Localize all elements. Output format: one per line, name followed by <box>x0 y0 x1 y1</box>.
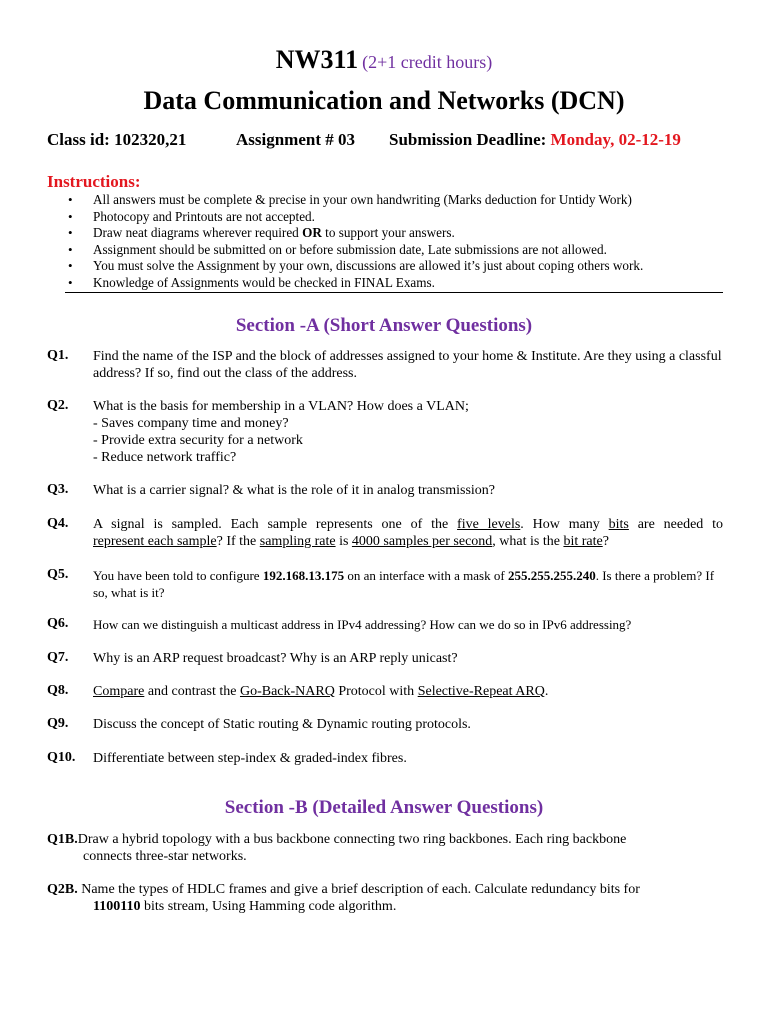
question-number: Q4. <box>47 516 69 531</box>
question-line: connects three-star networks. <box>83 849 247 864</box>
question-number: Q1. <box>47 348 69 363</box>
text-run: . How many <box>520 517 609 532</box>
text-run: and contrast the <box>144 684 240 699</box>
text-run: . <box>544 684 549 699</box>
question-number: Q2. <box>47 398 69 413</box>
question-number: Q7. <box>47 650 69 665</box>
section-a-heading: Section -A (Short Answer Questions) <box>235 315 533 336</box>
question-number: Q5. <box>47 567 69 582</box>
underlined-term: Compare <box>93 684 145 699</box>
instruction-item: • All answers must be complete & precise in your own handwriting (Marks deduction for Untidy Work) <box>65 192 725 209</box>
question-line <box>47 881 723 898</box>
question-line <box>47 831 723 848</box>
instruction-emphasis: OR <box>302 225 322 240</box>
question-text: What is a carrier signal? & what is the role of it in analog transmission? <box>93 483 495 498</box>
text-run: A signal is sampled. Each sample represents one of the <box>93 517 458 532</box>
instruction-text: Draw neat diagrams wherever required <box>93 225 303 240</box>
course-code: NW311 <box>275 45 359 74</box>
question-text: How can we distinguish a multicast address in IPv4 addressing? How can we do so in IPv6 addressing? <box>93 617 632 632</box>
question-line: - Saves company time and money? <box>93 416 289 431</box>
assignment-number: Assignment # 03 <box>236 130 356 149</box>
question-text <box>93 516 723 550</box>
ip-address: 192.168.13.175 <box>262 568 345 583</box>
question-text: Find the name of the ISP and the block of addresses assigned to your home & Institute. Are they using a classful address? If so, find out the class of the address. <box>93 349 722 381</box>
question-line <box>93 516 723 533</box>
instruction-item: • You must solve the Assignment by your own, discussions are allowed it’s just about coping others work. <box>65 258 725 275</box>
question-number: Q1B. <box>47 832 78 847</box>
question-text: Discuss the concept of Static routing & Dynamic routing protocols. <box>93 717 471 732</box>
instructions-list <box>65 192 725 291</box>
question-text: Differentiate between step-index & graded-index fibres. <box>93 751 407 766</box>
deadline-label: Submission Deadline: <box>389 130 547 149</box>
subnet-mask: 255.255.255.240 <box>507 568 596 583</box>
question-q2b <box>47 881 723 915</box>
question-text <box>93 567 723 601</box>
question-number: Q8. <box>47 683 69 698</box>
underlined-term: five levels <box>457 517 521 532</box>
question-text: Name the types of HDLC frames and give a brief description of each. Calculate redundancy bits for <box>81 882 640 897</box>
question-text: Why is an ARP request broadcast? Why is an ARP reply unicast? <box>93 651 458 666</box>
text-run: ? If the <box>216 534 260 549</box>
instruction-item <box>65 225 725 242</box>
underlined-term: Selective-Repeat ARQ <box>417 684 545 699</box>
instruction-item: • Knowledge of Assignments would be checked in FINAL Exams. <box>65 275 725 292</box>
underlined-term: 4000 samples per second <box>351 534 493 549</box>
question-q1b <box>47 831 723 865</box>
bit-stream: 1100110 <box>93 899 141 914</box>
deadline-value: Monday, 02-12-19 <box>550 130 681 149</box>
underlined-term: sampling rate <box>259 534 336 549</box>
credit-hours: (2+1 credit hours) <box>362 52 493 72</box>
submission-deadline <box>389 130 681 150</box>
text-run: . Is there a problem? If so, what is it? <box>93 568 715 600</box>
text-run: ? <box>602 534 609 549</box>
underlined-term: bit rate <box>563 534 603 549</box>
instruction-text: to support your answers. <box>321 225 455 240</box>
text-run: , what is the <box>492 534 564 549</box>
text-run: on an interface with a mask of <box>344 568 508 583</box>
question-line: - Provide extra security for a network <box>93 433 303 448</box>
underlined-term: bits <box>608 517 629 532</box>
question-number: Q6. <box>47 616 69 631</box>
question-line: What is the basis for membership in a VLAN? How does a VLAN; <box>93 399 469 414</box>
instruction-item: • Photocopy and Printouts are not accepted. <box>65 209 725 226</box>
question-text <box>93 683 723 700</box>
course-title: Data Communication and Networks (DCN) <box>143 86 625 115</box>
question-number: Q9. <box>47 716 69 731</box>
divider <box>65 292 723 293</box>
question-line: - Reduce network traffic? <box>93 450 237 465</box>
question-line <box>47 898 723 915</box>
text-run: You have been told to configure <box>93 568 263 583</box>
section-b-heading: Section -B (Detailed Answer Questions) <box>224 797 544 818</box>
question-line <box>93 533 723 550</box>
question-text: Draw a hybrid topology with a bus backbone connecting two ring backbones. Each ring backbone <box>77 832 627 847</box>
underlined-term: represent each sample <box>93 534 217 549</box>
question-number: Q2B. <box>47 882 78 897</box>
instructions-heading: Instructions: <box>47 172 141 191</box>
text-run: is <box>335 534 352 549</box>
question-number: Q3. <box>47 482 69 497</box>
text-run: are needed to <box>628 517 724 532</box>
title-line <box>0 45 768 75</box>
question-text <box>93 398 723 466</box>
instruction-item: • Assignment should be submitted on or before submission date, Late submissions are not allowed. <box>65 242 725 259</box>
class-id: Class id: 102320,21 <box>47 130 187 149</box>
question-text: bits stream, Using Hamming code algorithm. <box>140 899 397 914</box>
question-number: Q10. <box>47 750 76 765</box>
text-run: Protocol with <box>334 684 418 699</box>
underlined-term: Go-Back-NARQ <box>239 684 335 699</box>
